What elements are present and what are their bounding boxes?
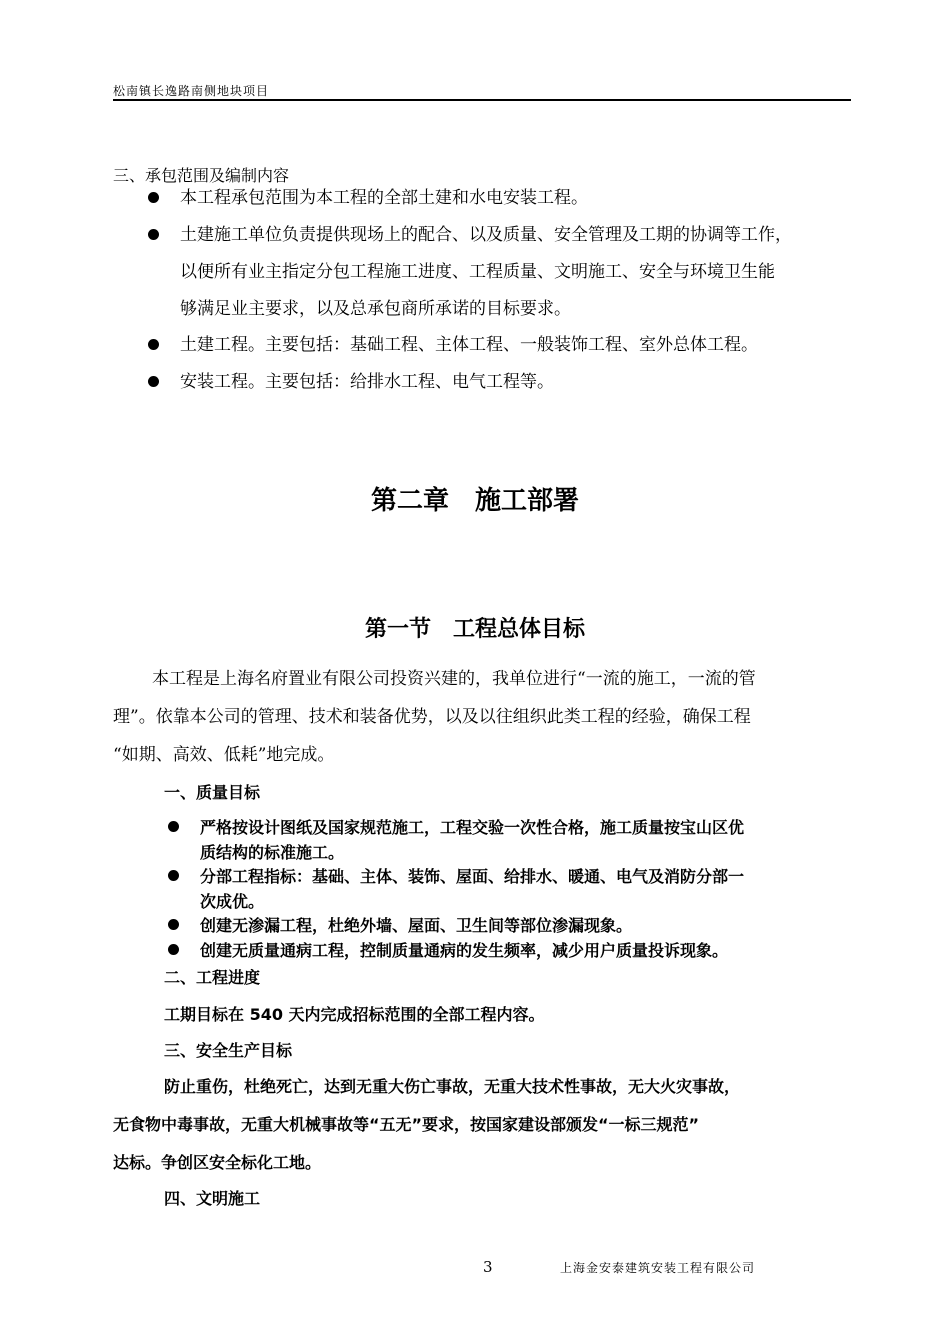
heading-progress: 二、工程进度 (164, 968, 261, 987)
page-header: 松南镇长逸路南侧地块项目 (113, 84, 270, 98)
safety-line: 无食物中毒事故，无重大机械事故等“五无”要求，按国家建设部颁发“一标三规范” (113, 1115, 700, 1134)
quality-item-cont: 质结构的标准施工。 (200, 843, 345, 862)
footer-company: 上海金安泰建筑安装工程有限公司 (560, 1261, 756, 1275)
bullet-text: 安装工程。主要包括：给排水工程、电气工程等。 (180, 372, 554, 392)
bullet-text: 土建施工单位负责提供现场上的配合、以及质量、安全管理及工期的协调等工作， (180, 225, 792, 245)
safety-line: 达标。争创区安全标化工地。 (113, 1153, 322, 1172)
quality-item: 创建无质量通病工程，控制质量通病的发生频率，减少用户质量投诉现象。 (200, 941, 729, 960)
quality-item-cont: 次成优。 (200, 892, 265, 911)
bullet-dot (148, 229, 159, 240)
bullet-text: 土建工程。主要包括：基础工程、主体工程、一般装饰工程、室外总体工程。 (180, 335, 758, 355)
bullet-dot (148, 192, 159, 203)
section-title: 第一节 工程总体目标 (364, 617, 585, 642)
progress-text: 工期目标在 540 天内完成招标范围的全部工程内容。 (164, 1005, 545, 1024)
bullet-text-cont: 以便所有业主指定分包工程施工进度、工程质量、文明施工、安全与环境卫生能 (180, 262, 775, 282)
header-divider (113, 99, 851, 101)
heading-quality: 一、质量目标 (164, 783, 261, 802)
bullet-dot (168, 944, 179, 955)
heading-civil: 四、文明施工 (164, 1189, 261, 1208)
bullet-text: 本工程承包范围为本工程的全部土建和水电安装工程。 (180, 188, 588, 208)
safety-line: 防止重伤，杜绝死亡，达到无重大伤亡事故，无重大技术性事故，无大火灾事故， (164, 1077, 741, 1096)
chapter-title: 第二章 施工部署 (370, 486, 579, 516)
heading-safety: 三、安全生产目标 (164, 1041, 293, 1060)
page-number: 3 (483, 1258, 493, 1276)
quality-item: 分部工程指标：基础、主体、装饰、屋面、给排水、暖通、电气及消防分部一 (200, 867, 745, 886)
bullet-dot (168, 919, 179, 930)
bullet-dot (148, 376, 159, 387)
bullet-dot (168, 821, 179, 832)
bullet-dot (148, 339, 159, 350)
bullet-dot (168, 870, 179, 881)
section-title-scope: 三、承包范围及编制内容 (113, 166, 290, 185)
bullet-text-cont: 够满足业主要求，以及总承包商所承诺的目标要求。 (180, 299, 571, 319)
intro-line: “如期、高效、低耗”地完成。 (113, 745, 335, 765)
quality-item: 严格按设计图纸及国家规范施工，工程交验一次性合格，施工质量按宝山区优 (200, 818, 745, 837)
intro-line: 理”。依靠本公司的管理、技术和装备优势，以及以往组织此类工程的经验，确保工程 (113, 707, 751, 727)
intro-line: 本工程是上海名府置业有限公司投资兴建的，我单位进行“一流的施工，一流的管 (152, 669, 756, 689)
quality-item: 创建无渗漏工程，杜绝外墙、屋面、卫生间等部位渗漏现象。 (200, 916, 633, 935)
